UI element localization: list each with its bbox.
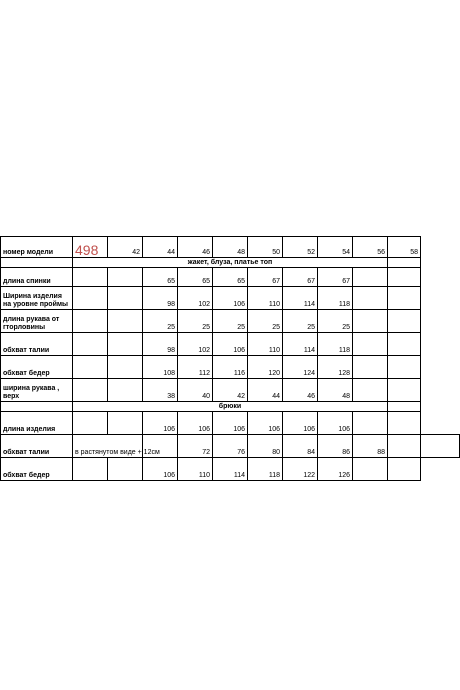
measurement-label: обхват талии [1, 435, 73, 458]
measurement-value [388, 379, 421, 402]
measurement-value: 118 [318, 333, 353, 356]
measurement-value [108, 333, 143, 356]
measurement-value: 25 [248, 310, 283, 333]
measurement-value: 72 [178, 435, 213, 458]
measurement-value [388, 333, 421, 356]
measurement-value [353, 310, 388, 333]
measurement-value: 65 [213, 268, 248, 287]
measurement-value: 25 [213, 310, 248, 333]
section-title-pants: брюки [73, 402, 388, 412]
measurement-value [421, 435, 460, 458]
measurement-value: 124 [283, 356, 318, 379]
measurement-value: 128 [318, 356, 353, 379]
measurement-value: 114 [213, 458, 248, 481]
measurement-value [353, 287, 388, 310]
measurement-value [73, 379, 108, 402]
measurement-label: ширина рукава , верх [1, 379, 73, 402]
measurement-value: 25 [178, 310, 213, 333]
section-row-pants [1, 402, 460, 412]
measurement-value: 120 [248, 356, 283, 379]
measurement-value: 25 [283, 310, 318, 333]
measurement-value: 110 [248, 287, 283, 310]
measurement-value [108, 287, 143, 310]
measurement-label: длина изделия [1, 412, 73, 435]
measurement-value [388, 310, 421, 333]
measurement-value: 98 [143, 287, 178, 310]
measurement-value: 67 [283, 268, 318, 287]
size-header: 54 [318, 237, 353, 258]
measurement-value: 106 [178, 412, 213, 435]
measurement-value: 106 [248, 412, 283, 435]
measurement-value [108, 458, 143, 481]
measurement-value [388, 287, 421, 310]
measurement-value: 106 [143, 412, 178, 435]
measurement-value: 102 [178, 333, 213, 356]
measurement-value: 65 [178, 268, 213, 287]
measurement-value: 44 [248, 379, 283, 402]
table-row [1, 310, 460, 333]
measurement-value [73, 310, 108, 333]
measurement-value: 67 [248, 268, 283, 287]
section-spacer [1, 258, 73, 268]
size-header: 58 [388, 237, 421, 258]
table-row [1, 333, 460, 356]
measurement-value: 42 [213, 379, 248, 402]
measurement-value: 88 [353, 435, 388, 458]
model-number-value: 498 [73, 237, 108, 258]
measurement-label: длина спинки [1, 268, 73, 287]
measurement-value [388, 458, 421, 481]
size-header: 46 [178, 237, 213, 258]
measurement-value: 84 [283, 435, 318, 458]
measurement-value: 48 [318, 379, 353, 402]
measurement-value [73, 412, 108, 435]
size-header: 48 [213, 237, 248, 258]
table-row [1, 412, 460, 435]
measurement-value [108, 412, 143, 435]
measurement-value: 25 [143, 310, 178, 333]
measurement-value: 114 [283, 333, 318, 356]
measurement-label: длина рукава от гторловины [1, 310, 73, 333]
table-row [1, 268, 460, 287]
measurement-value [108, 379, 143, 402]
measurement-value: 65 [143, 268, 178, 287]
measurement-value [108, 310, 143, 333]
table-row [1, 458, 460, 481]
measurement-value: 110 [248, 333, 283, 356]
measurement-value: 106 [143, 458, 178, 481]
measurement-value: 38 [143, 379, 178, 402]
measurement-value [353, 268, 388, 287]
measurement-value: 110 [178, 458, 213, 481]
measurement-value: 106 [318, 412, 353, 435]
measurement-value: 126 [318, 458, 353, 481]
measurement-note: в растянутом виде + 12см [73, 435, 143, 458]
measurement-value [73, 333, 108, 356]
section-spacer [1, 402, 73, 412]
measurement-value: 67 [318, 268, 353, 287]
measurement-value [73, 268, 108, 287]
measurement-value: 102 [178, 287, 213, 310]
measurement-value: 80 [248, 435, 283, 458]
measurement-value [353, 412, 388, 435]
section-spacer [388, 258, 421, 268]
measurement-value: 106 [283, 412, 318, 435]
measurement-value [353, 458, 388, 481]
measurement-value [388, 435, 421, 458]
measurement-value: 98 [143, 333, 178, 356]
size-header: 52 [283, 237, 318, 258]
measurement-value: 106 [213, 333, 248, 356]
measurement-value: 108 [143, 356, 178, 379]
table-row [1, 435, 460, 458]
size-header: 42 [108, 237, 143, 258]
measurement-value: 112 [178, 356, 213, 379]
table-row [1, 379, 460, 402]
measurement-value [388, 356, 421, 379]
measurement-value: 46 [283, 379, 318, 402]
table-row [1, 287, 460, 310]
measurement-value: 25 [318, 310, 353, 333]
size-chart-sheet [0, 236, 460, 481]
measurement-value: 106 [213, 412, 248, 435]
measurement-value [353, 356, 388, 379]
measurement-value: 86 [318, 435, 353, 458]
size-chart-table [0, 236, 460, 481]
measurement-value: 76 [213, 435, 248, 458]
measurement-value [73, 458, 108, 481]
size-header: 56 [353, 237, 388, 258]
measurement-value [108, 356, 143, 379]
measurement-value: 40 [178, 379, 213, 402]
measurement-value: 116 [213, 356, 248, 379]
measurement-label: Ширина изделия на уровне проймы [1, 287, 73, 310]
measurement-label: обхват талии [1, 333, 73, 356]
table-row [1, 356, 460, 379]
measurement-value: 118 [318, 287, 353, 310]
size-header: 44 [143, 237, 178, 258]
measurement-value [73, 287, 108, 310]
measurement-value [353, 379, 388, 402]
measurement-label: обхват бедер [1, 458, 73, 481]
size-header: 50 [248, 237, 283, 258]
section-row-tops [1, 258, 460, 268]
measurement-value [353, 333, 388, 356]
measurement-value: 122 [283, 458, 318, 481]
measurement-value [388, 268, 421, 287]
measurement-value: 106 [213, 287, 248, 310]
header-row [1, 237, 460, 258]
section-spacer [388, 402, 421, 412]
measurement-value [108, 268, 143, 287]
model-number-label: номер модели [1, 237, 73, 258]
measurement-value [388, 412, 421, 435]
section-title-tops: жакет, блуза, платье топ [73, 258, 388, 268]
measurement-value [73, 356, 108, 379]
measurement-value: 118 [248, 458, 283, 481]
measurement-value: 114 [283, 287, 318, 310]
size-chart-body [1, 237, 460, 481]
measurement-label: обхват бедер [1, 356, 73, 379]
